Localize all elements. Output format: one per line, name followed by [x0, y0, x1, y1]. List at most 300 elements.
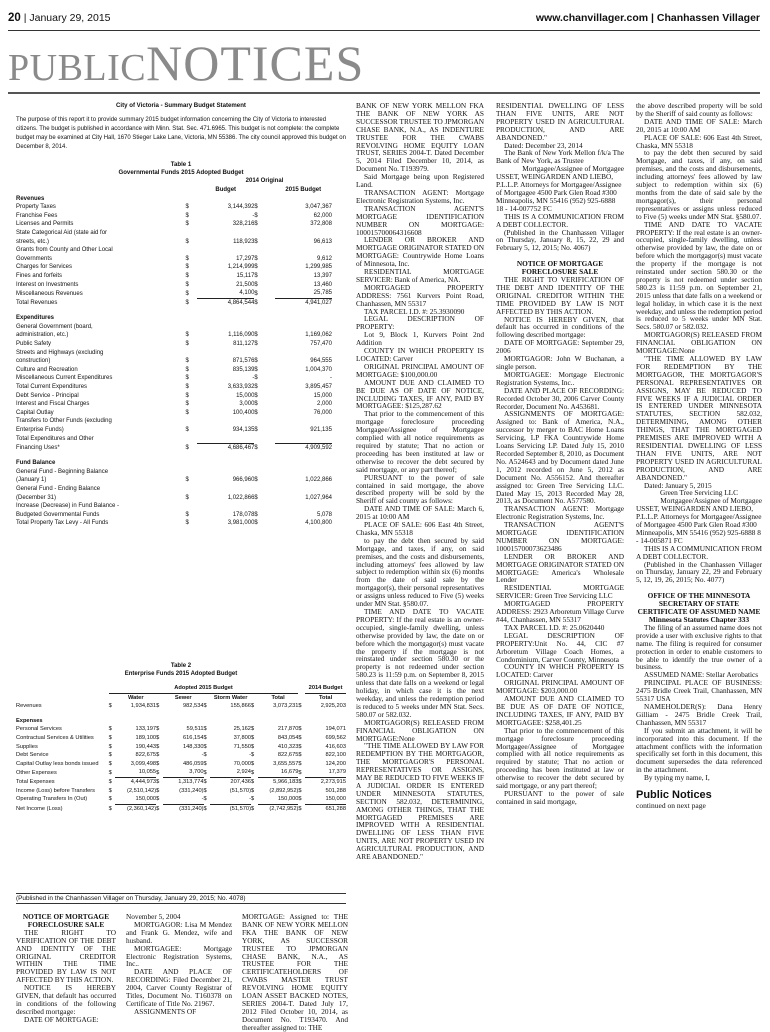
value-2015: 13,460 [313, 281, 332, 288]
row-label: Supplies [16, 743, 38, 750]
value-2014 [197, 246, 254, 255]
currency-symbol: $ [203, 760, 207, 767]
site-name[interactable]: www.chanvillager.com | Chanhassen Villager [535, 12, 760, 24]
row-label: Personal Services [16, 726, 62, 733]
currency-symbol [185, 435, 196, 444]
budget-intro: The purpose of this report it to provide summary 2015 budget information concerning the City of Victoria to interested citizens. The budget is published in accordance with Minn. Stat. Sec. 471.6965. This budget is not complete: the complete budget may be examined at City Hall, 1670 Stieger Lake Lane, Victoria, MN 55386. The city council approved this budget on December 8, 2014. [16, 117, 346, 150]
notice-column-3 [496, 102, 624, 1020]
currency-symbol: $ [254, 375, 258, 382]
table-cell: 37,800 [233, 734, 251, 741]
value-2014 [197, 307, 254, 323]
value-2014 [197, 323, 254, 332]
currency-symbol: $ [254, 384, 258, 391]
table-cell: 3,099,498 [130, 760, 157, 767]
value-2015: 4,100,800 [305, 520, 332, 527]
table2-col-header [16, 693, 346, 702]
notice-text: ASSIGNMENTS OF MORTGAGE: Assigned to: Bank of America, N.A., successor by merger to BAC Home Loans Servicing, LP FKA Countrywide Home Loans Servicing LP. Dated July 15, 2010 Recorded September 8, 2010, as Document No. A524643 and by Document dated June 1, 2012 recorded on June 5, 2012 as Document No. A556152. And thereafter assigned to: Green Tree Servicing LLC. Dated May 15, 2013 Recorded May 28, 2013, as Document No. A577580. [496, 409, 624, 506]
table-row [16, 246, 332, 255]
table-cell: 10,055 [138, 769, 157, 776]
table-row [16, 435, 332, 444]
value-2014: 328,216 [232, 221, 255, 228]
currency-symbol: $ [108, 703, 112, 710]
notice-text: MORTGAGOR(S) RELEASED FROM FINANCIAL OBLIGATION ON MORTGAGE:None [356, 717, 484, 743]
notice-heading: NOTICE OF MORTGAGE FORECLOSURE SALE [22, 912, 110, 929]
currency-symbol: $ [298, 752, 302, 759]
value-2014: 871,576 [232, 358, 255, 365]
currency-symbol [185, 349, 196, 358]
row-label: Operating Transfers In (Out) [16, 796, 88, 803]
currency-symbol [254, 246, 274, 255]
row-label: Miscellaneous Current Expenditures [16, 375, 113, 382]
currency-symbol: $ [156, 787, 160, 794]
currency-symbol: $ [185, 520, 189, 527]
notice-text: Mortgagee/Assignee of Mortgagee [660, 496, 762, 506]
table-row [16, 502, 332, 511]
currency-symbol: $ [185, 427, 189, 434]
table-cell: 410,323 [277, 743, 299, 750]
table-cell: 822,675 [135, 752, 157, 759]
currency-symbol: $ [185, 299, 189, 306]
currency-symbol [185, 307, 196, 323]
currency-symbol: $ [254, 494, 258, 501]
currency-symbol: $ [108, 760, 112, 767]
notice-text: LENDER OR BROKER AND MORTGAGE ORIGINATOR STATED ON MORTGAGE: America's Wholesale Lender [496, 551, 624, 585]
table-cell: 207,436 [210, 777, 251, 786]
table-row [16, 229, 332, 238]
row-label: Increase (Decrease) in Fund Balance - [16, 503, 120, 510]
notice-text: COUNTY IN WHICH PROPERTY IS LOCATED: Carver [356, 346, 484, 363]
notice-text: TIME AND DATE TO VACATE PROPERTY: If the real estate is an owner-occupied, single-family dwelling, unless otherwise provided by law, the date on or before which the mortgagor(s) must vacate the property if the mortgage is not reinstated under section 580.30 or the property is not redeemed under section 580.23 is 11:59 p.m. on September 8, 2015 unless that date falls on a weekend or legal holiday, in which case it is the next weekday, and unless the redemption period is reduced to 5 weeks under MN Stat. Secs. 580.07 or 582.032. [356, 607, 484, 719]
table-cell: 5,966,183 [258, 777, 299, 786]
table-row [16, 238, 332, 247]
currency-symbol [185, 485, 196, 494]
currency-symbol: $ [108, 796, 112, 803]
currency-symbol: $ [254, 204, 258, 211]
value-2015: 1,004,370 [305, 366, 332, 373]
table-cell [258, 711, 299, 726]
value-2015 [275, 452, 332, 468]
currency-symbol [204, 711, 211, 726]
table-row [16, 485, 332, 494]
value-2015: 5,078 [316, 511, 332, 518]
currency-symbol: $ [254, 272, 258, 279]
row-label: Transfers to Other Funds (excluding [16, 418, 112, 425]
table-row [16, 519, 332, 528]
table-row [16, 409, 332, 418]
value-2014: 178,078 [232, 511, 255, 518]
table-cell: 2,925,203 [320, 703, 346, 710]
notice-text: Said Mortgage being upon Registered Land. [356, 172, 484, 190]
currency-symbol: $ [203, 726, 207, 733]
table-cell: 189,100 [135, 734, 157, 741]
col-2015-budget: 2015 Budget [285, 186, 322, 193]
notice-column-bottom-2 [126, 913, 232, 1020]
value-2015: 1,027,964 [305, 494, 332, 501]
row-label: Financing Uses* [16, 444, 60, 451]
table-row [16, 263, 332, 272]
currency-symbol: $ [185, 341, 189, 348]
table-cell: 25,162 [233, 726, 251, 733]
row-label: Total Revenues [16, 299, 58, 306]
notice-text: That prior to the commencement of this mortgage foreclosure proceeding Mortgagee/Assignee of Mortgagee complied with all notice requirements as required by statute; That no action or proceeding has been instituted at law or otherwise to recover the debt secured by said mortgage, or any part thereof; [356, 409, 484, 474]
table-cell: - [201, 752, 204, 759]
value-2014: 4,100 [239, 290, 255, 297]
row-label: Capital Outlay less bonds issued [16, 760, 99, 767]
currency-symbol [254, 323, 274, 332]
currency-symbol: $ [254, 238, 258, 245]
currency-symbol: $ [254, 341, 258, 348]
table-cell: (51,570) [210, 804, 251, 813]
notice-text: TRANSACTION AGENT: Mortgage Electronic Registration Systems, Inc. [356, 187, 484, 205]
row-label: Franchise Fees [16, 212, 58, 219]
value-2014 [197, 502, 254, 511]
col-2014-label: 2014 Original [245, 178, 284, 185]
currency-symbol: $ [298, 760, 302, 767]
currency-symbol: $ [156, 743, 160, 750]
table-row [16, 400, 332, 409]
currency-symbol: $ [203, 743, 207, 750]
row-label: Culture and Recreation [16, 366, 78, 373]
value-2014 [197, 435, 254, 444]
value-2015: 62,000 [313, 212, 332, 219]
row-label: Charges for Services [16, 264, 73, 271]
notice-column-bottom-1 [16, 912, 116, 1024]
currency-symbol [298, 711, 305, 726]
table-row [16, 392, 332, 401]
table1-body [16, 195, 332, 528]
table-row [16, 768, 346, 777]
notice-text: ASSIGNMENTS OF [134, 1006, 197, 1016]
currency-symbol: $ [250, 752, 255, 759]
notice-text: ORIGINAL PRINCIPAL AMOUNT OF MORTGAGE: $100,000.00 [356, 361, 484, 379]
value-2014: - [252, 212, 255, 219]
notice-text: PLACE OF SALE: 606 East 4th Street, Chaska, MN 55318 [636, 132, 762, 150]
notice-subheading: Minnesota Statutes Chapter 333 [648, 615, 750, 624]
notice-text: LEGAL DESCRIPTION OF PROPERTY:Unit No. 44, CIC #7 Arboretum Village Coach Homes, a Condominium, Carver County, Minnesota [496, 630, 624, 664]
currency-symbol: $ [185, 444, 189, 451]
table-cell: 501,288 [325, 787, 346, 794]
masthead-part1: PUBLIC [8, 47, 147, 89]
row-label: Capital Outlay [16, 409, 54, 416]
table-row [16, 468, 332, 477]
currency-symbol [254, 349, 274, 358]
row-label: Grants from County and Other Local [16, 247, 113, 254]
row-label: Expenses [16, 717, 43, 724]
table-cell: - [249, 796, 251, 803]
currency-symbol [185, 229, 196, 238]
notice-text: Lot 9, Block 1, Kurvers Point 2nd Addition [356, 330, 484, 348]
table2-subcaption: Enterprise Funds 2015 Adopted Budget [124, 671, 238, 677]
table-cell: 699,562 [325, 734, 346, 741]
currency-symbol: $ [254, 520, 258, 527]
row-label: Total Expenses [16, 778, 55, 785]
page-number: 20 [8, 12, 21, 24]
currency-symbol: $ [185, 409, 189, 416]
currency-symbol: $ [203, 796, 207, 803]
value-2015: - [330, 375, 332, 382]
notice-text: "THE TIME ALLOWED BY LAW FOR REDEMPTION BY THE MORTGAGOR, THE MORTGAGOR'S PERSONAL REPRESENTATIVES OR ASSIGNS, MAY BE REDUCED TO FIVE WEEKS IF A JUDICIAL ORDER IS ENTERED UNDER MINNESOTA STATUTES, SECTION 582.032, DETERMINING, AMONG OTHER THINGS, THAT THE MORTGAGED PREMISES ARE IMPROVED WITH A RESIDENTIAL DWELLING OF LESS THAN FIVE UNITS, ARE NOT PROPERTY USED IN AGRICULTURAL PRODUCTION, AND ARE ABANDONED." [356, 741, 484, 862]
currency-symbol: $ [250, 778, 255, 785]
value-2014: 3,000 [239, 401, 255, 408]
row-label: Budgeted Governmental Funds [16, 511, 100, 518]
table-cell: 124,200 [325, 760, 346, 767]
notice-text: RESIDENTIAL MORTGAGE SERVICER: Bank of America, NA. [356, 267, 484, 284]
notice-text: If you submit an attachment, it will be incorporated into this document. If the attachment conflicts with the information specifically set forth in this document, this document supersedes the data referenced in the attachment. [636, 725, 762, 775]
notice-text: TIME AND DATE TO VACATE PROPERTY: If the real estate is an owner-occupied, single-family dwelling, unless otherwise provided by law, the date on or before which the mortgagor(s) must vacate the property if the mortgage is not reinstated under section 580.30 or the property is not redeemed under section 580.23 is 11:59 p.m. on September 21, 2015 unless that date falls on a weekend or legal holiday, in which case it is the next weekday, and unless the redemption period is reduced to 5 weeks under MN Stat. Secs. 580.07 or 582.032. [636, 219, 762, 332]
currency-symbol: $ [250, 734, 255, 741]
currency-symbol: $ [185, 281, 189, 288]
table-cell: 217,870 [277, 726, 299, 733]
notice-text: THIS IS A COMMUNICATION FROM A DEBT COLLECTOR. [636, 543, 762, 561]
currency-symbol: $ [156, 805, 160, 812]
value-2014: 1,022,866 [227, 494, 255, 501]
currency-symbol: $ [203, 703, 207, 710]
row-label: (January 1) [16, 477, 47, 484]
notice-text: ASSUMED NAME: Stellar Aerobatics [644, 670, 759, 680]
notice-text: MORTGAGED PROPERTY ADDRESS: 7561 Kurvers Point Road, Chanhassen, MN 55317 [356, 282, 484, 308]
table-cell: 2,924 [236, 769, 251, 776]
notice-text: TAX PARCEL I.D. #: 25.3930090 [364, 306, 465, 316]
currency-symbol: $ [203, 769, 207, 776]
row-label: General Fund - Ending Balance [16, 486, 101, 493]
notice-text: USSET, WEINGARDEN AND LIEBO, P.L.L.P. Attorneys for Mortgagee/Assignee of Mortgagee 4500 Park Glen Road #300 Minneapolis, MN 55416 (952) 925-6888 18 - 14-007752 FC [496, 172, 622, 213]
notice-text: LENDER OR BROKER AND MORTGAGE ORIGINATOR STATED ON MORTGAGE: Countrywide Home Loans of Minnesota, Inc. [356, 235, 484, 269]
currency-symbol: $ [250, 703, 255, 710]
notice-text: the above described property will be sold by the Sheriff of said county as follows: [636, 101, 762, 118]
currency-symbol: $ [185, 264, 189, 271]
notice-text: PURSUANT to the power of sale contained in said mortgage, the above described property will be sold by the Sheriff of said county as follows: [356, 472, 484, 506]
value-2015 [275, 349, 332, 358]
table-cell [163, 711, 204, 726]
currency-symbol [185, 468, 196, 477]
table-row [16, 443, 332, 452]
notice-text: (Published in the Chanhassen Villager on Thursday, January 8, 15, 22, 29 and February 5, 12, 2015; No. 4067) [496, 227, 624, 253]
notice-text: to pay the debt then secured by said Mortgage, and taxes, if any, on said premises, and the costs and disbursements, including attorneys' fees allowed by law subject to redemption within six (6) months from the date of said sale by the mortgagor(s), their personal representatives or assigns unless reduced to Five (5) weeks under MN Stat. §580.07. [636, 148, 762, 221]
table-row [16, 743, 346, 752]
table-row [16, 494, 332, 503]
row-label: Debt Service [16, 752, 49, 759]
value-2015: 96,613 [313, 238, 332, 245]
table-row [16, 281, 332, 290]
notice-text: TRANSACTION AGENT: Mortgage Electronic Registration Systems, Inc. [496, 504, 624, 522]
value-2015: 15,000 [313, 392, 332, 399]
value-2015: 4,941,027 [275, 298, 332, 307]
value-2014: 1,214,999 [227, 264, 255, 271]
currency-symbol: $ [254, 444, 258, 451]
notice-text: PLACE OF SALE: 606 East 4th Street, Chaska, MN 55318 [356, 520, 484, 537]
table-cell: 194,071 [325, 726, 346, 733]
row-label: Income (Loss) before Transfers [16, 787, 96, 794]
notice-text: Green Tree Servicing LLC [659, 488, 739, 498]
table-row [16, 220, 332, 229]
currency-symbol: $ [254, 290, 258, 297]
currency-symbol: $ [185, 477, 189, 484]
row-label: Interest and Fiscal Charges [16, 401, 90, 408]
notice-text: TRANSACTION AGENT'S MORTGAGE IDENTIFICATION NUMBER ON MORTGAGE: 100015700064316608 [356, 203, 484, 237]
currency-symbol: $ [298, 769, 302, 776]
value-2015 [275, 417, 332, 426]
notice-text: DATE AND TIME OF SALE: March 20, 2015 at 10:00 AM [636, 116, 762, 134]
currency-symbol [185, 417, 196, 426]
notice-text: AMOUNT DUE AND CLAIMED TO BE DUE AS OF DATE OF NOTICE, INCLUDING TAXES, IF ANY, PAID BY MORTGAGEE: $125,287.62 [356, 377, 484, 411]
row-label: Net Income (Loss) [16, 805, 63, 812]
value-2014: 4,864,544 [197, 298, 254, 307]
value-2014: 17,297 [236, 255, 255, 262]
currency-symbol [254, 502, 274, 511]
currency-symbol [251, 711, 258, 726]
notice-text: DATE AND TIME OF SALE: March 6, 2015 at 10:00 AM [356, 504, 484, 522]
table-row [16, 511, 332, 520]
value-2015: 13,397 [313, 272, 332, 279]
value-2015 [275, 307, 332, 323]
table1-header2 [16, 186, 332, 195]
table-row [16, 331, 332, 340]
notice-text: MORTGAGEE: Mortgage Electronic Registration Systems, Inc.. [126, 943, 232, 969]
currency-symbol: $ [250, 769, 255, 776]
currency-symbol: $ [185, 511, 189, 518]
table-cell: 190,443 [135, 743, 157, 750]
table-cell: 2,273,915 [305, 777, 346, 786]
value-2014: 118,923 [233, 238, 255, 245]
currency-symbol: $ [185, 221, 189, 228]
table-cell: 3,073,231 [273, 703, 299, 710]
currency-symbol: $ [254, 427, 258, 434]
notice-text: TAX PARCEL I.D. #: 25.0620440 [504, 622, 605, 632]
row-label: Governments [16, 255, 53, 262]
page-header [8, 12, 760, 28]
budget-statement [16, 102, 346, 528]
value-2014 [197, 195, 254, 204]
notice-text: November 5, 2004 [126, 912, 181, 921]
notice-text: (Published in the Chanhassen Villager on Thursday, January 22, 29 and February 5, 12, 19, 26, 2015; No. 4077) [636, 559, 762, 585]
table-cell: 59,511 [186, 726, 204, 733]
governmental-funds-table [16, 177, 332, 528]
value-2014: 4,686,467 [197, 443, 254, 452]
currency-symbol: $ [250, 743, 255, 750]
currency-symbol: $ [185, 255, 189, 262]
table-cell: - [249, 752, 251, 759]
value-2014: 811,127 [233, 341, 255, 348]
table-cell: 155,866 [230, 703, 251, 710]
value-2015 [275, 485, 332, 494]
table-row [16, 195, 332, 204]
notice-text: TRANSACTION AGENT'S MORTGAGE IDENTIFICATION NUMBER ON MORTGAGE: 100015700073623486 [496, 520, 624, 553]
currency-symbol [185, 452, 196, 468]
col-water: Water [127, 694, 144, 701]
value-2014: - [252, 375, 255, 382]
table-cell: (2,510,142) [127, 787, 157, 794]
currency-symbol [156, 711, 163, 726]
currency-symbol: $ [298, 734, 302, 741]
value-2014: 100,400 [232, 409, 255, 416]
value-2014: 1,116,090 [228, 332, 255, 339]
notice-text: MORTGAGOR(S) RELEASED FROM FINANCIAL OBLIGATION ON MORTGAGE:None [636, 330, 762, 356]
value-2015: 3,895,457 [305, 384, 332, 391]
table-cell [210, 711, 251, 726]
continued-heading: Public Notices [636, 789, 712, 802]
value-2015 [275, 229, 332, 238]
value-2014 [197, 485, 254, 494]
notice-heading: OFFICE OF THE MINNESOTA SECRETARY OF STATE CERTIFICATE OF ASSUMED NAME [637, 591, 761, 617]
row-label: Property Taxes [16, 204, 56, 211]
value-2015 [275, 502, 332, 511]
row-label: Revenues [16, 703, 42, 710]
currency-symbol: $ [156, 752, 160, 759]
table1-caption: Table 1 [170, 161, 192, 169]
currency-symbol: $ [185, 290, 189, 297]
currency-symbol: $ [108, 726, 112, 733]
currency-symbol: $ [254, 212, 258, 219]
table-cell [115, 711, 156, 726]
table-row [16, 426, 332, 435]
value-2014: 3,633,932 [227, 384, 255, 391]
currency-symbol: $ [298, 787, 302, 794]
currency-symbol: $ [108, 787, 112, 794]
budget-publication-line: (Published in the Chanhassen Villager on Thursday, January 29, 2015; No. 4078) [16, 893, 346, 904]
group-2014: 2014 Budget [305, 684, 346, 693]
currency-symbol: $ [250, 787, 255, 794]
value-2014: 21,500 [236, 281, 255, 288]
currency-symbol: $ [254, 264, 258, 271]
row-label: Public Safety [16, 341, 52, 348]
enterprise-funds [16, 662, 346, 813]
value-2015: 1,022,866 [305, 477, 332, 484]
col-2014-budget: Budget [215, 186, 237, 193]
table-cell: 150,000 [277, 796, 299, 803]
value-2014 [197, 452, 254, 468]
notice-text: Dated: December 23, 2014 [504, 140, 583, 150]
table-row [16, 787, 346, 796]
table-row [16, 272, 332, 281]
currency-symbol: $ [254, 477, 258, 484]
currency-symbol: $ [254, 281, 258, 288]
notice-text: NOTICE IS HEREBY GIVEN, that default has occurred in conditions of the following described mortgage: [496, 314, 624, 340]
notice-text: ORIGINAL PRINCIPAL AMOUNT OF MORTGAGE: $203,000.00 [496, 678, 624, 696]
table-cell: - [201, 796, 204, 803]
currency-symbol [254, 229, 274, 238]
row-label: Other Expenses [16, 769, 57, 776]
notice-text: DATE AND PLACE OF RECORDING: Recorded October 30, 2006 Carver County Recorder, Document No. A453681. [496, 385, 624, 411]
table-cell: 616,154 [182, 734, 204, 741]
currency-symbol: $ [185, 204, 189, 211]
table-cell: 133,197 [135, 726, 157, 733]
row-label: Miscellaneous Revenues [16, 290, 83, 297]
table1-subcaption: Governmental Funds 2015 Adopted Budget [118, 169, 244, 177]
table-cell: 822,675 [277, 752, 299, 759]
row-label: Total Expenditures and Other [16, 435, 94, 442]
row-label: Licenses and Permits [16, 221, 74, 228]
table-cell: 70,000 [233, 760, 251, 767]
currency-symbol [254, 468, 274, 477]
table-row [16, 734, 346, 743]
table-row [16, 366, 332, 375]
notice-text: That prior to the commencement of this mortgage foreclosure proceeding Mortgagee/Assignee of Mortgagee complied with all notice requirements as required by statute; That no action or proceeding has been instituted at law or otherwise to recover the debt secured by said mortgage, or any part thereof; [496, 725, 624, 791]
value-2015 [275, 246, 332, 255]
value-2015: 76,000 [313, 409, 332, 416]
notice-text: PRINCIPAL PLACE OF BUSINESS: 2475 Bridle Creek Trail, Chanhassen, MN 55317 USA [636, 678, 762, 704]
currency-symbol [254, 485, 274, 494]
table-row [16, 212, 332, 221]
notice-text: MORTGAGOR: John W Buchanan, a single person. [496, 354, 624, 371]
currency-symbol: $ [185, 212, 189, 219]
currency-symbol: $ [298, 778, 302, 785]
currency-symbol: $ [185, 401, 189, 408]
table-row [16, 702, 346, 711]
row-label: Expenditures [16, 315, 55, 322]
table-row [16, 711, 346, 726]
currency-symbol: $ [254, 255, 258, 262]
currency-symbol: $ [156, 769, 160, 776]
